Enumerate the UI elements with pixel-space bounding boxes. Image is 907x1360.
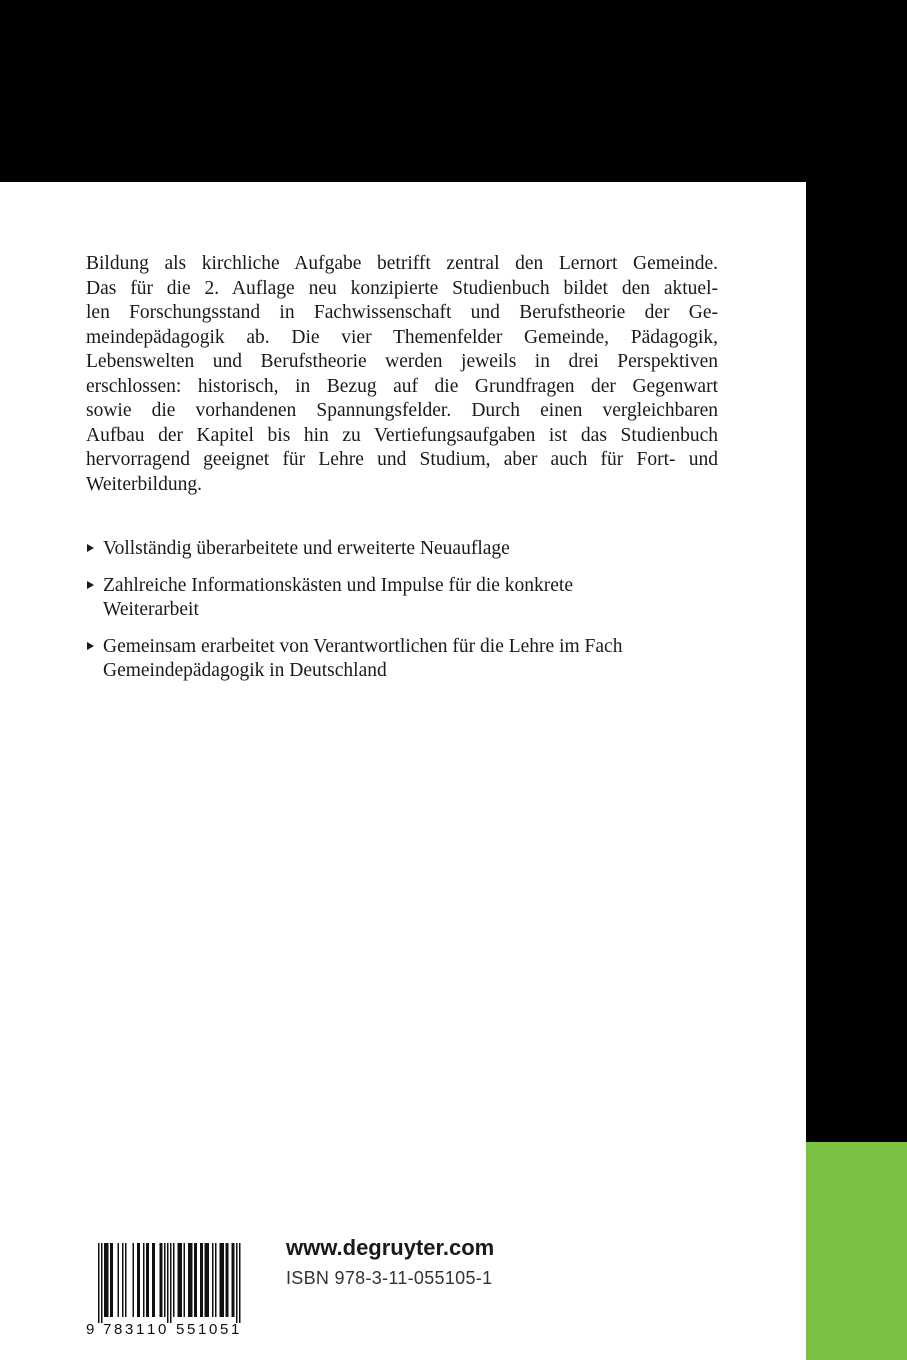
barcode-bar [161,1243,163,1317]
barcode-bar [148,1243,150,1317]
barcode-bar [236,1243,238,1323]
barcode-bar [188,1243,190,1317]
cover-top-band [0,0,907,182]
barcode-digit: 3 [125,1321,134,1338]
barcode-bar [206,1243,208,1317]
barcode-bar [98,1243,100,1323]
bullet-triangle-icon [87,544,94,552]
cover-spine-band [806,182,907,1142]
feature-line: Vollständig überarbeitete und erweiterte Neuauflage [103,538,510,559]
feature-item [86,574,726,623]
barcode-bar [107,1243,109,1317]
barcode-bar [154,1243,156,1317]
barcode-bar [179,1243,181,1317]
barcode-bar [137,1243,139,1317]
barcode-bar [190,1243,192,1317]
description-line: hervorragend geeignet für Lehre und Studium, aber auch für Fort- und [86,449,718,470]
feature-line: Gemeinsam erarbeitet von Verantwortlichen für die Lehre im Fach [103,635,623,657]
barcode-bar [233,1243,235,1317]
feature-item [86,537,726,562]
feature-list [86,537,726,696]
publisher-website: www.degruyter.com [286,1235,495,1260]
barcode-bars [86,1243,254,1323]
barcode-digits [86,1321,254,1341]
barcode-bar [191,1243,193,1317]
bullet-triangle-icon [87,642,94,650]
barcode-bar [194,1243,196,1317]
barcode-bar [181,1243,183,1317]
barcode-bar [106,1243,108,1317]
barcode-digit: 1 [231,1321,240,1338]
barcode-bar [220,1243,222,1317]
bullet-triangle-icon [87,581,94,589]
barcode-bar [110,1243,112,1317]
description-line: sowie die vorhandenen Spannungsfelder. Durch einen vergleichbaren [86,400,718,421]
barcode-bar [200,1243,202,1317]
barcode-bar [104,1243,106,1317]
description-line: Aufbau der Kapitel bis hin zu Vertiefungsaufgaben ist das Studienbuch [86,424,718,446]
barcode-bar [184,1243,186,1317]
barcode-bar [212,1243,214,1317]
barcode-bar [164,1243,166,1317]
barcode-bar [118,1243,120,1317]
barcode-bar [205,1243,207,1317]
feature-item [86,635,726,684]
barcode-bar [239,1243,241,1323]
feature-line: Weiterarbeit [103,599,199,620]
barcode-bar [227,1243,229,1317]
barcode-digit: 0 [209,1321,218,1338]
feature-line: Gemeindepädagogik in Deutschland [103,660,387,681]
barcode-bar [232,1243,234,1317]
barcode-digit: 5 [220,1321,229,1338]
barcode-bar [139,1243,141,1317]
spine-accent-band [806,1142,907,1360]
barcode-bar [122,1243,124,1317]
barcode-bar [221,1243,223,1317]
isbn-number: ISBN 978-3-11-055105-1 [286,1268,493,1288]
barcode-bar [208,1243,210,1317]
description-line: meindepädagogik ab. Die vier Themenfelder Gemeinde, Pädagogik, [86,326,718,348]
barcode-digit: 1 [147,1321,156,1338]
barcode-digit: 7 [103,1321,112,1338]
description-line: Das für die 2. Auflage neu konzipierte Studienbuch bildet den aktuel- [86,277,718,299]
barcode-bar [226,1243,228,1317]
barcode-bar [223,1243,225,1317]
description-line: len Forschungsstand in Fachwissenschaft und Berufstheorie der Ge- [86,302,718,323]
barcode-bar [133,1243,135,1317]
description-line: Bildung als kirchliche Aufgabe betrifft zentral den Lernort Gemeinde. [86,253,718,274]
feature-line: Zahlreiche Informationskästen und Impulse für die konkrete [103,574,574,596]
barcode-bar [146,1243,148,1317]
barcode-digit: 8 [114,1321,123,1338]
description-line: Lebenswelten und Berufstheorie werden jeweils in drei Perspektiven [86,351,718,372]
barcode-digit: 5 [176,1321,185,1338]
barcode-bar [152,1243,154,1317]
barcode-digit: 1 [136,1321,145,1338]
barcode-bar [125,1243,127,1317]
barcode-bar [112,1243,114,1317]
barcode-bar [215,1243,217,1317]
barcode-digit: 5 [187,1321,196,1338]
book-description [86,252,718,497]
barcode-bar [170,1243,172,1323]
barcode-bar [160,1243,162,1317]
barcode-digit: 0 [158,1321,167,1338]
barcode-bar [178,1243,180,1317]
barcode-bar [173,1243,175,1317]
barcode-digit: 9 [86,1321,95,1338]
barcode-bar [196,1243,198,1317]
isbn-barcode [86,1243,254,1343]
description-line: erschlossen: historisch, in Bezug auf die Grundfragen der Gegenwart [86,375,718,397]
barcode-digit: 1 [198,1321,207,1338]
barcode-bar [202,1243,204,1317]
barcode-bar [143,1243,145,1317]
barcode-bar [167,1243,169,1323]
barcode-bar [101,1243,103,1323]
description-line: Weiterbildung. [86,473,202,495]
